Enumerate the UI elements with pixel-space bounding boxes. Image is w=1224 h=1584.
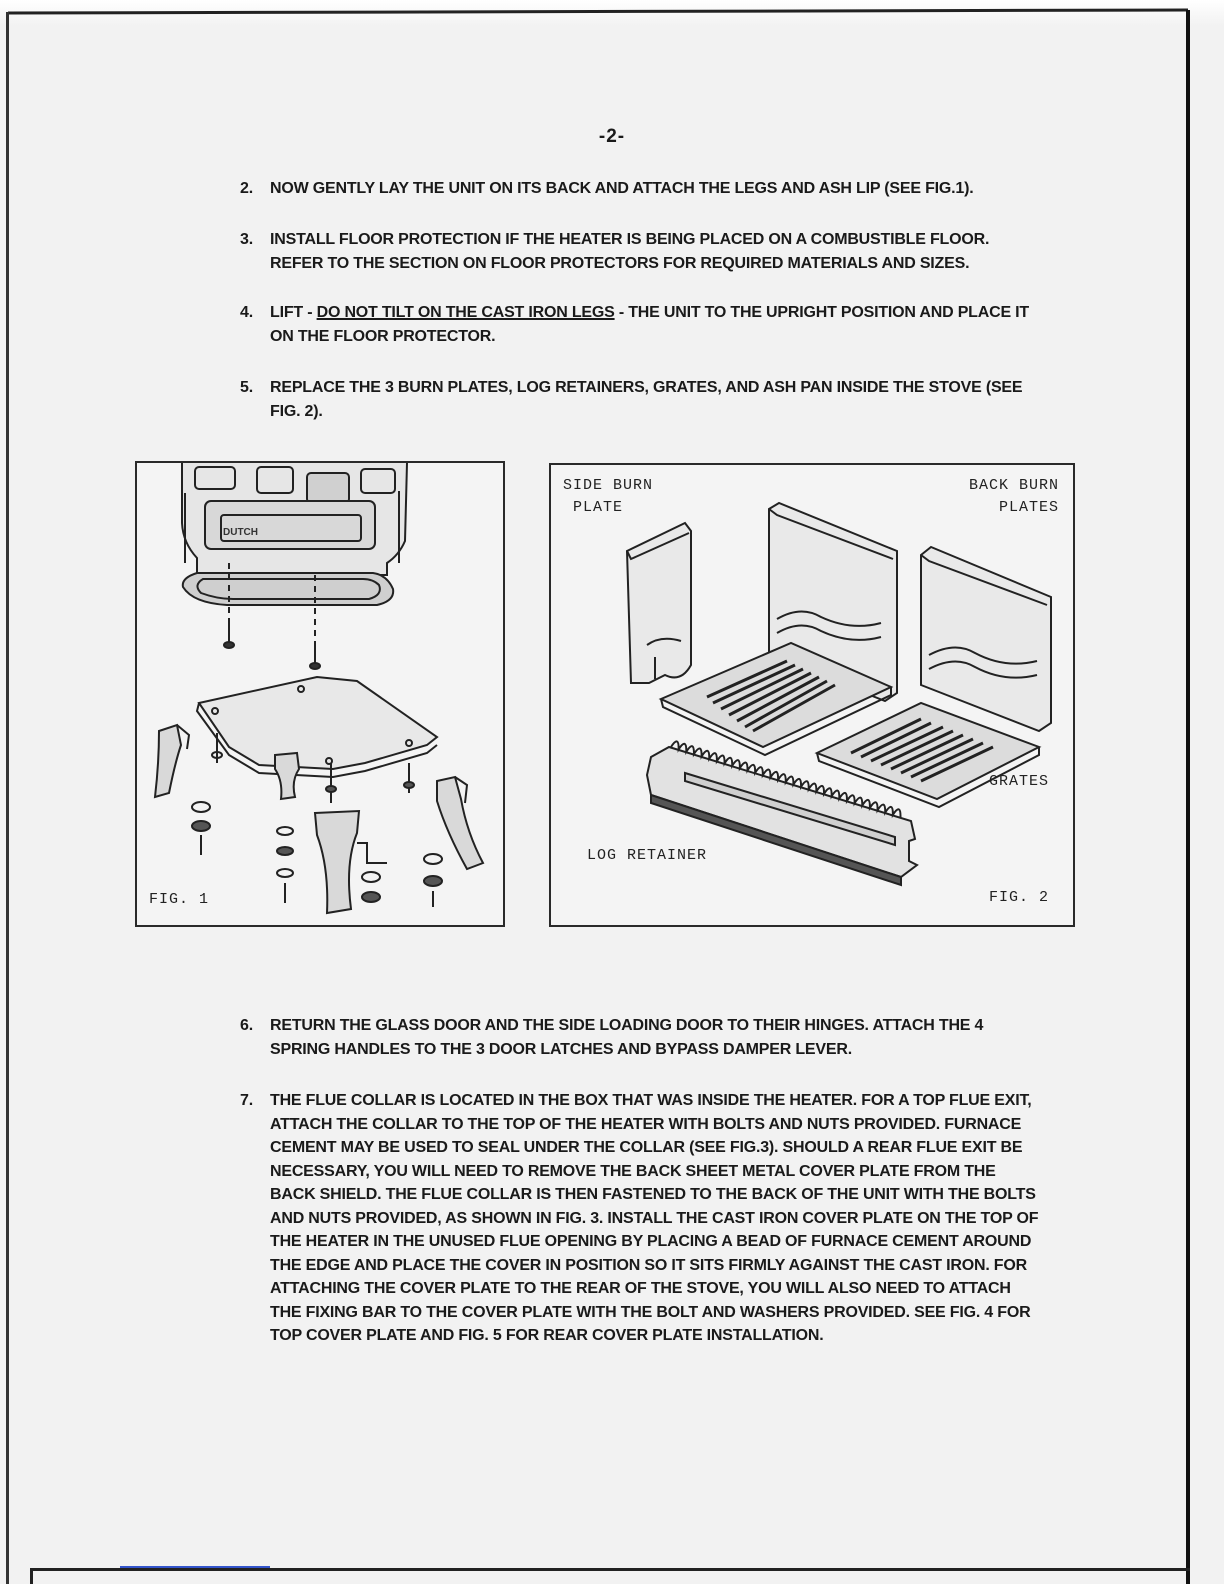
- step-text: INSTALL FLOOR PROTECTION IF THE HEATER IS BEING PLACED ON A COMBUSTIBLE FLOOR. REFER TO THE SECTION ON FLOOR PROTECTORS FOR REQUIRED MATERIALS AND SIZES.: [270, 231, 990, 272]
- page-border-bottom-corner: [30, 1568, 33, 1584]
- page-border-bottom: [30, 1568, 1190, 1571]
- step-text: RETURN THE GLASS DOOR AND THE SIDE LOADING DOOR TO THEIR HINGES. ATTACH THE 4 SPRING HANDLES TO THE 3 DOOR LATCHES AND BYPASS DAMPER LEVER.: [270, 1017, 984, 1058]
- figure-2-caption: FIG. 2: [989, 889, 1050, 906]
- label-line: PLATES: [998, 499, 1059, 516]
- step-number: 6.: [240, 1017, 253, 1034]
- step-text: REPLACE THE 3 BURN PLATES, LOG RETAINERS, GRATES, AND ASH PAN INSIDE THE STOVE (SEE FIG. 2).: [270, 379, 1023, 420]
- label-line: PLATE: [573, 499, 624, 516]
- step-number: 5.: [240, 379, 253, 396]
- step-text-pre: LIFT -: [270, 304, 317, 321]
- warning-emphasis: DO NOT TILT ON THE CAST IRON LEGS: [316, 304, 615, 321]
- label-back-burn-plates: [949, 475, 1059, 519]
- figure-2: [549, 463, 1075, 927]
- page-border-right: [1186, 10, 1190, 1584]
- scan-blue-mark: [120, 1566, 270, 1568]
- step-4: [240, 301, 1040, 348]
- label-grates: GRATES: [989, 773, 1050, 790]
- step-text: NOW GENTLY LAY THE UNIT ON ITS BACK AND ATTACH THE LEGS AND ASH LIP (SEE FIG.1).: [270, 180, 974, 197]
- label-log-retainer: LOG RETAINER: [587, 847, 708, 864]
- step-number: 4.: [240, 304, 253, 321]
- step-5: [240, 376, 1040, 423]
- label-side-burn-plate: [563, 475, 653, 519]
- step-text-post: - THE UNIT TO THE UPRIGHT POSITION AND PLACE IT ON THE FLOOR PROTECTOR.: [270, 304, 1030, 345]
- step-3: [240, 228, 1040, 275]
- step-7: [240, 1089, 1040, 1348]
- step-number: 3.: [240, 231, 253, 248]
- label-line: BACK BURN: [968, 477, 1059, 494]
- step-2: [240, 177, 1040, 201]
- step-6: [240, 1014, 1040, 1061]
- stove-badge: DUTCH: [223, 527, 258, 538]
- figure-1-caption: FIG. 1: [149, 891, 210, 908]
- step-number: 7.: [240, 1092, 253, 1109]
- figure-1: [135, 461, 505, 927]
- label-line: SIDE BURN: [563, 477, 654, 494]
- step-text: THE FLUE COLLAR IS LOCATED IN THE BOX THAT WAS INSIDE THE HEATER. FOR A TOP FLUE EXIT, ATTACH THE COLLAR TO THE TOP OF THE HEATER WITH BOLTS AND NUTS PROVIDED. FURNACE CEMENT MAY BE USED TO SEAL UNDER THE COLLAR (SEE FIG.3). SHOULD A REAR FLUE EXIT BE NECESSARY, YOU WILL NEED TO REMOVE THE BACK SHEET METAL COVER PLATE FROM THE BACK SHIELD. THE FLUE COLLAR IS THEN FASTENED TO THE BACK OF THE UNIT WITH THE BOLTS AND NUTS PROVIDED, AS SHOWN IN FIG. 3. INSTALL THE CAST IRON COVER PLATE ON THE TOP OF THE HEATER IN THE UNUSED FLUE OPENING BY PLACING A BEAD OF FURNACE CEMENT AROUND THE EDGE AND PLACE THE COVER IN POSITION SO IT SITS FIRMLY AGAINST THE CAST IRON. FOR ATTACHING THE COVER PLATE TO THE REAR OF THE STOVE, YOU WILL ALSO NEED TO ATTACH THE FIXING BAR TO THE COVER PLATE WITH THE BOLT AND WASHERS PROVIDED. SEE FIG. 4 FOR TOP COVER PLATE AND FIG. 5 FOR REAR COVER PLATE INSTALLATION.: [270, 1092, 1039, 1344]
- figure-1-drawing: [137, 463, 503, 925]
- step-number: 2.: [240, 180, 253, 197]
- page-border-left: [6, 12, 9, 1584]
- page-number: -2-: [598, 126, 626, 147]
- step-text: [270, 301, 1040, 348]
